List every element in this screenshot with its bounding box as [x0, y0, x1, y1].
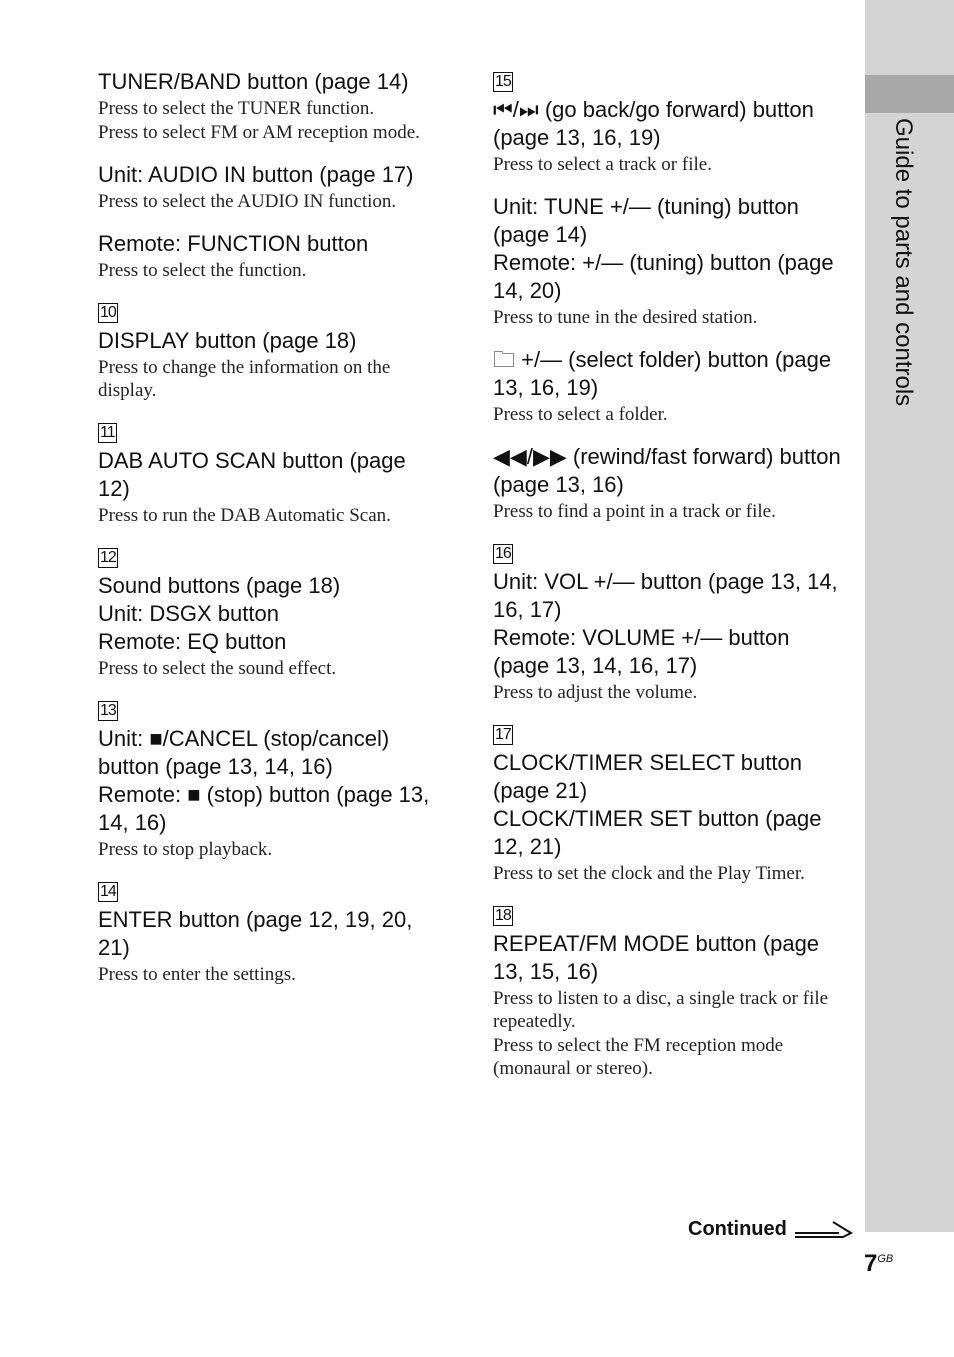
page-number: [864, 1250, 893, 1278]
part-number-badge: 11: [100, 424, 115, 441]
part-entry: [98, 544, 443, 680]
page-number-suffix: GB: [877, 1253, 894, 1265]
part-heading: Remote: ■ (stop) button (page 13, 14, 16): [98, 782, 430, 835]
part-entry: [493, 443, 843, 523]
part-description: Press to tune in the desired station.: [493, 307, 758, 328]
part-heading: Unit: ■/CANCEL (stop/cancel) button (page 13, 14, 16): [98, 726, 390, 779]
part-heading: ◀◀/▶▶ (rewind/fast forward) button (page 13, 16): [493, 444, 841, 497]
part-number-badge: 16: [495, 545, 511, 562]
part-description: Press to adjust the volume.: [493, 682, 698, 703]
part-entry: [493, 540, 843, 704]
part-description: Press to find a point in a track or file.: [493, 501, 776, 522]
part-heading: ⏮/⏭ (go back/go forward) button (page 13, 16, 19): [493, 97, 814, 150]
part-heading: Remote: EQ button: [98, 629, 287, 654]
part-heading: DISPLAY button (page 18): [98, 328, 357, 353]
arrow-right-icon: [793, 1219, 853, 1241]
part-entry: [493, 902, 843, 1080]
part-number-badge: 12: [100, 549, 116, 566]
part-description: Press to select FM or AM reception mode.: [98, 122, 420, 143]
part-heading: TUNER/BAND button (page 14): [98, 69, 409, 94]
continued-indicator: [688, 1218, 853, 1241]
part-number-badge: 15: [495, 73, 511, 90]
part-heading: CLOCK/TIMER SET button (page 12, 21): [493, 806, 822, 859]
section-title: Guide to parts and controls: [890, 118, 917, 407]
part-description: Press to run the DAB Automatic Scan.: [98, 505, 391, 526]
left-column: [98, 68, 443, 1003]
part-heading: CLOCK/TIMER SELECT button (page 21): [493, 750, 802, 803]
part-entry: [98, 299, 443, 402]
part-entry: [98, 697, 443, 861]
part-number-badge: 10: [100, 304, 116, 321]
part-heading: Unit: TUNE +/— (tuning) button (page 14): [493, 194, 799, 247]
part-entry: [98, 230, 443, 282]
part-number-badge: 18: [495, 907, 511, 924]
part-entry: [98, 419, 443, 527]
part-description: Press to enter the settings.: [98, 964, 296, 985]
part-description: Press to select a folder.: [493, 404, 668, 425]
right-column: [493, 68, 843, 1097]
part-heading: Remote: VOLUME +/— button (page 13, 14, 16, 17): [493, 625, 790, 678]
part-heading: Unit: DSGX button: [98, 601, 279, 626]
part-heading: REPEAT/FM MODE button (page 13, 15, 16): [493, 931, 820, 984]
part-heading: Sound buttons (page 18): [98, 573, 341, 598]
part-number-badge: 17: [495, 726, 511, 743]
part-description: Press to select the sound effect.: [98, 658, 337, 679]
part-description: Press to listen to a disc, a single track or file repeatedly.: [493, 988, 829, 1032]
part-description: Press to stop playback.: [98, 839, 273, 860]
part-number-badge: 13: [100, 702, 116, 719]
part-description: Press to select the function.: [98, 260, 307, 281]
section-tab: [865, 75, 954, 113]
page-number-value: 7: [864, 1250, 878, 1277]
part-description: Press to select the TUNER function.: [98, 98, 375, 119]
part-heading: Remote: +/— (tuning) button (page 14, 20): [493, 250, 834, 303]
part-heading: Remote: FUNCTION button: [98, 231, 369, 256]
part-heading: 🗀 +/— (select folder) button (page 13, 16, 19): [493, 347, 832, 400]
continued-label: Continued: [688, 1218, 787, 1240]
part-description: Press to select the AUDIO IN function.: [98, 191, 397, 212]
part-number-badge: 14: [100, 883, 116, 900]
part-entry: [98, 161, 443, 213]
part-heading: Unit: AUDIO IN button (page 17): [98, 162, 414, 187]
part-entry: [493, 68, 843, 176]
part-description: Press to change the information on the display.: [98, 357, 391, 401]
part-entry: [98, 68, 443, 144]
part-description: Press to select the FM reception mode (monaural or stereo).: [493, 1035, 784, 1079]
part-heading: DAB AUTO SCAN button (page 12): [98, 448, 406, 501]
part-heading: ENTER button (page 12, 19, 20, 21): [98, 907, 413, 960]
part-entry: [98, 878, 443, 986]
part-entry: [493, 721, 843, 885]
part-entry: [493, 193, 843, 329]
part-entry: [493, 346, 843, 426]
part-description: Press to select a track or file.: [493, 154, 712, 175]
part-description: Press to set the clock and the Play Timer.: [493, 863, 805, 884]
part-heading: Unit: VOL +/— button (page 13, 14, 16, 17): [493, 569, 838, 622]
